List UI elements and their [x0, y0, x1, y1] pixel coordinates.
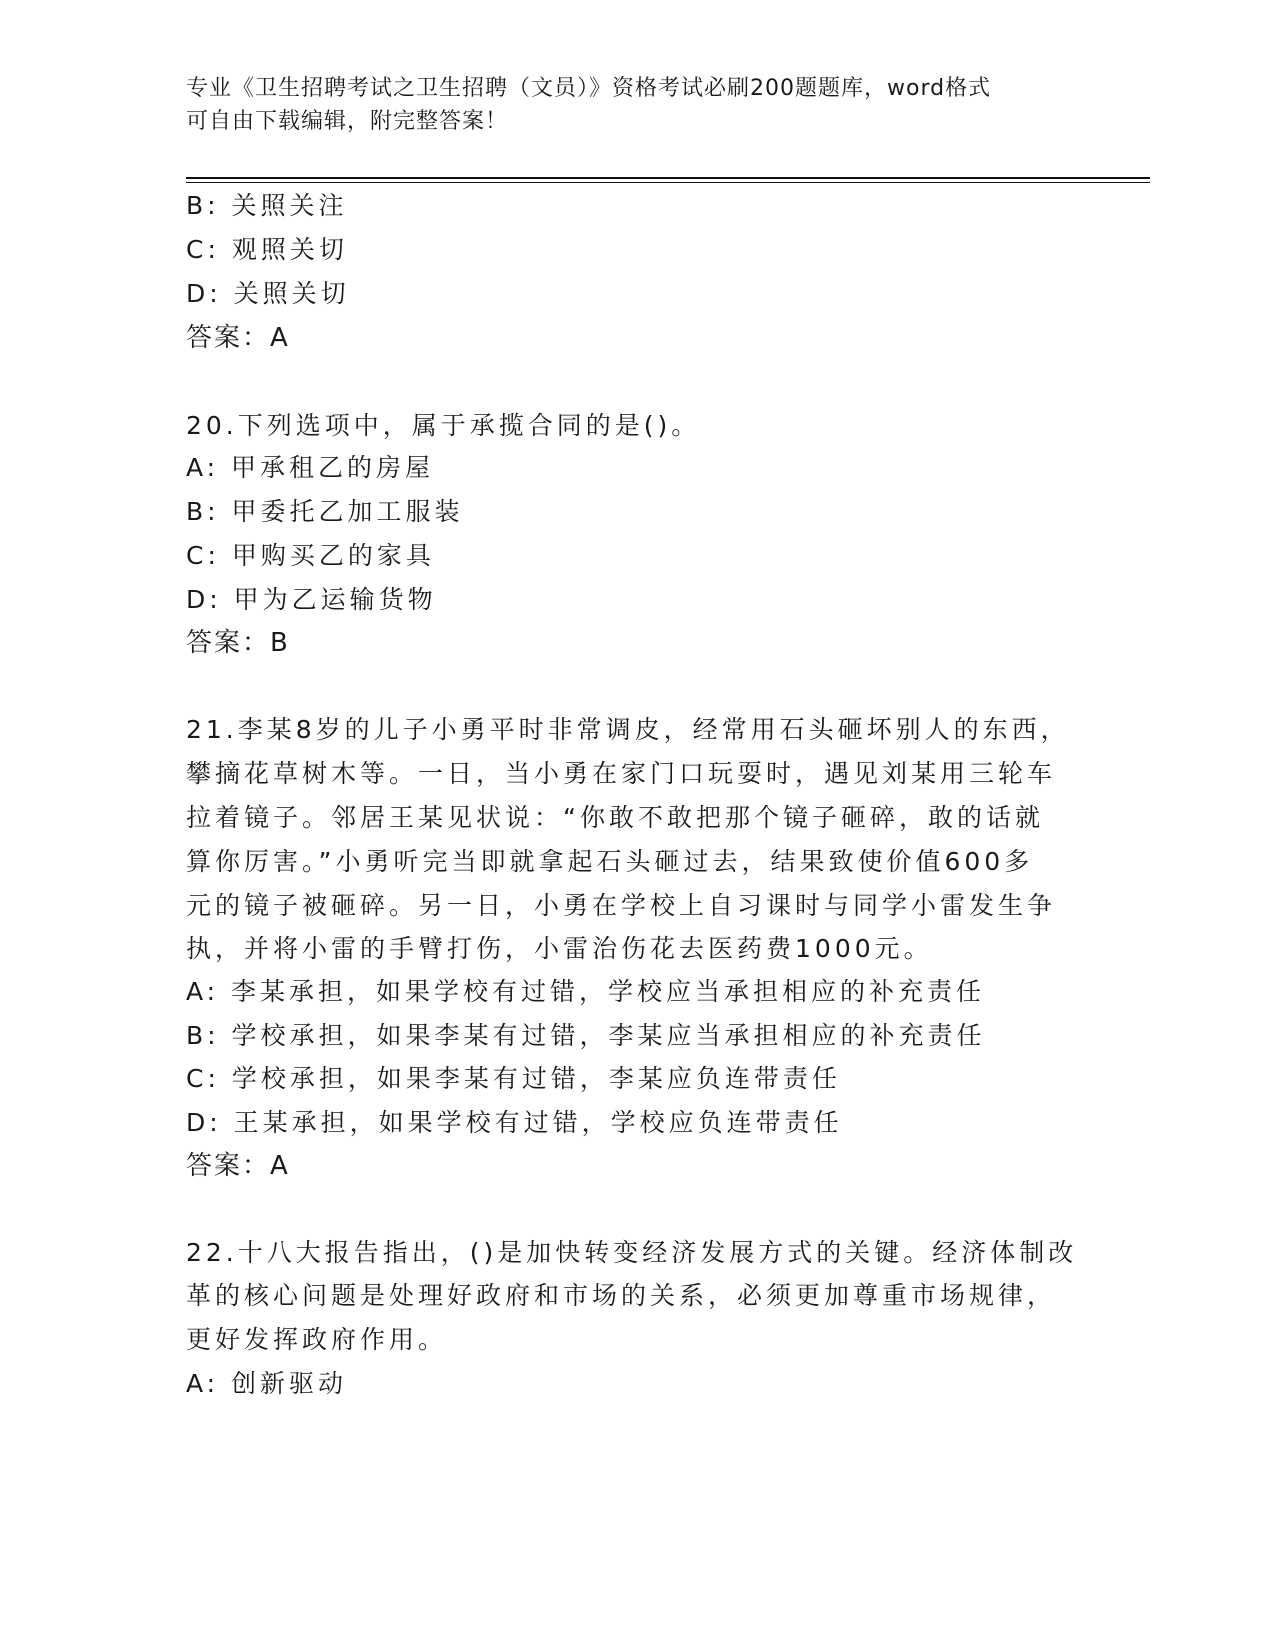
q20-option-c: C: 甲购买乙的家具 [186, 541, 435, 570]
q20-answer: 答案：B [186, 628, 290, 658]
q19-option-b: B: 关照关注 [186, 191, 348, 220]
q22-question-line: 22.十八大报告指出，()是加快转变经济发展方式的关键。经济体制改 [186, 1238, 1078, 1267]
q21-question-line: 拉着镜子。邻居王某见状说：“你敢不敢把那个镜子砸碎，敢的话就 [186, 803, 1044, 832]
q19-answer: 答案：A [186, 323, 290, 353]
q22-option-a: A: 创新驱动 [186, 1369, 348, 1398]
q19-option-c: C: 观照关切 [186, 235, 348, 264]
q21-answer: 答案：A [186, 1151, 290, 1181]
header-line-2: 可自由下载编辑，附完整答案！ [186, 109, 509, 134]
q21-question-line: 算你厉害。”小勇听完当即就拿起石头砸过去，结果致使价值600多 [186, 847, 1034, 876]
q21-option-b: B: 学校承担，如果李某有过错，李某应当承担相应的补充责任 [186, 1021, 986, 1050]
document-header [186, 72, 1086, 138]
q21-question-line: 元的镜子被砸碎。另一日，小勇在学校上自习课时与同学小雷发生争 [186, 891, 1057, 920]
header-divider-thick [186, 177, 1150, 179]
header-line-1: 专业《卫生招聘考试之卫生招聘（文员）》资格考试必刷200题题库，word格式 [186, 76, 992, 101]
q20-question: 20.下列选项中，属于承揽合同的是()。 [186, 411, 701, 440]
q22-question-line: 更好发挥政府作用。 [186, 1325, 448, 1354]
q20-option-d: D: 甲为乙运输货物 [186, 585, 437, 614]
q21-question-line: 执，并将小雷的手臂打伤，小雷治伤花去医药费1000元。 [186, 934, 933, 963]
q21-option-a: A: 李某承担，如果学校有过错，学校应当承担相应的补充责任 [186, 977, 986, 1006]
q20-option-b: B: 甲委托乙加工服装 [186, 497, 464, 526]
q20-option-a: A: 甲承租乙的房屋 [186, 453, 435, 482]
q21-option-d: D: 王某承担，如果学校有过错，学校应负连带责任 [186, 1108, 843, 1137]
header-divider-thin [186, 182, 1150, 183]
q22-question-line: 革的核心问题是处理好政府和市场的关系，必须更加尊重市场规律， [186, 1281, 1057, 1310]
q21-option-c: C: 学校承担，如果李某有过错，李某应负连带责任 [186, 1064, 841, 1093]
q21-question-line: 攀摘花草树木等。一日，当小勇在家门口玩耍时，遇见刘某用三轮车 [186, 759, 1057, 788]
q19-option-d: D: 关照关切 [186, 279, 350, 308]
q21-question-line: 21.李某8岁的儿子小勇平时非常调皮，经常用石头砸坏别人的东西， [186, 715, 1070, 744]
